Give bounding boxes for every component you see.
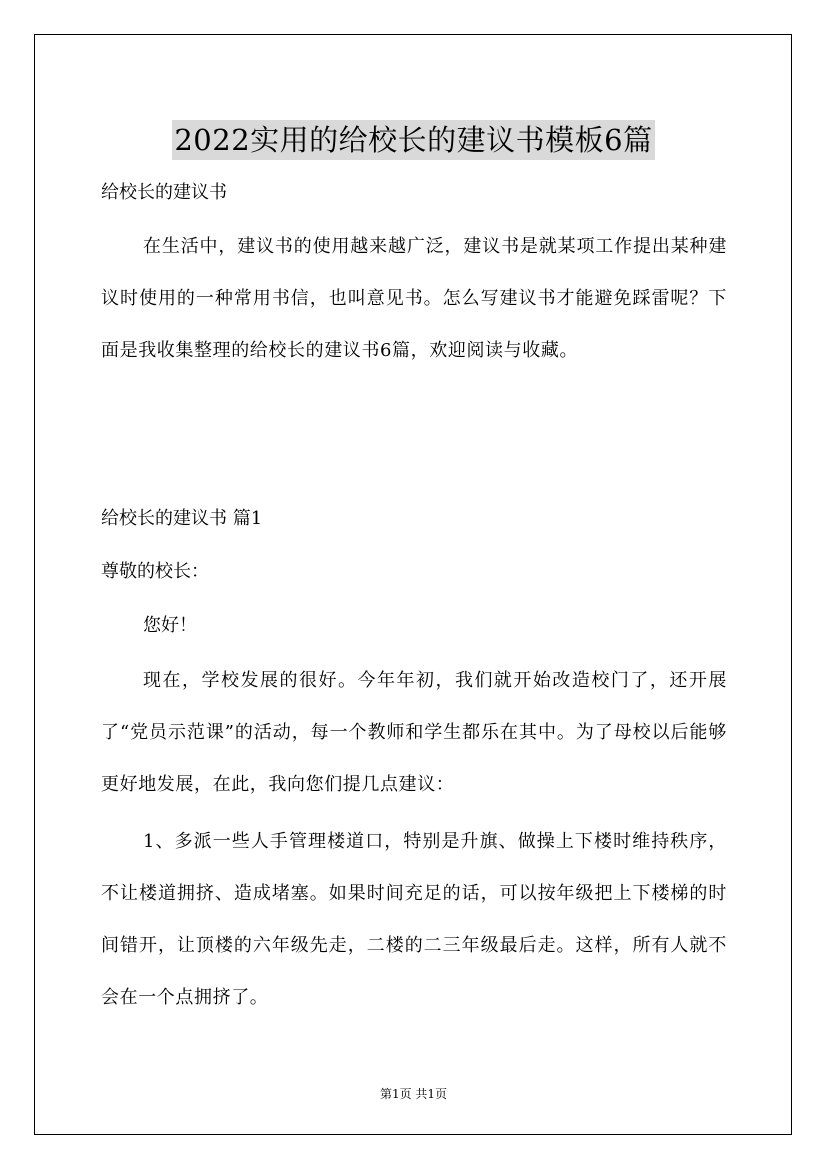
body-paragraph-1: 现在，学校发展的很好。今年年初，我们就开始改造校门了，还开展了“党员示范课”的活动，每一个教师和学生都乐在其中。为了母校以后能够更好地发展，在此，我向您们提几点建议：	[101, 670, 727, 795]
document-title: 2022实用的给校长的建议书模板6篇	[172, 120, 654, 160]
intro-paragraph: 在生活中，建议书的使用越来越广泛，建议书是就某项工作提出某种建议时使用的一种常用书信，也叫意见书。怎么写建议书才能避免踩雷呢？下面是我收集整理的给校长的建议书6篇，欢迎阅读与收藏。	[101, 236, 727, 361]
body-paragraph-2: 1、多派一些人手管理楼道口，特别是升旗、做操上下楼时维持秩序，不让楼道拥挤、造成堵塞。如果时间充足的话，可以按年级把上下楼梯的时间错开，让顶楼的六年级先走，二楼的二三年级最后走。这样，所有人就不会在一个点拥挤了。	[101, 831, 727, 1008]
page-footer	[0, 1086, 827, 1102]
greeting: 您好！	[143, 615, 197, 636]
intro-heading: 给校长的建议书	[101, 182, 227, 203]
page-number-label: 第1页 共1页	[379, 1087, 448, 1101]
section-heading: 给校长的建议书 篇1	[101, 508, 263, 529]
salutation: 尊敬的校长：	[101, 561, 209, 582]
title-container	[0, 101, 827, 180]
